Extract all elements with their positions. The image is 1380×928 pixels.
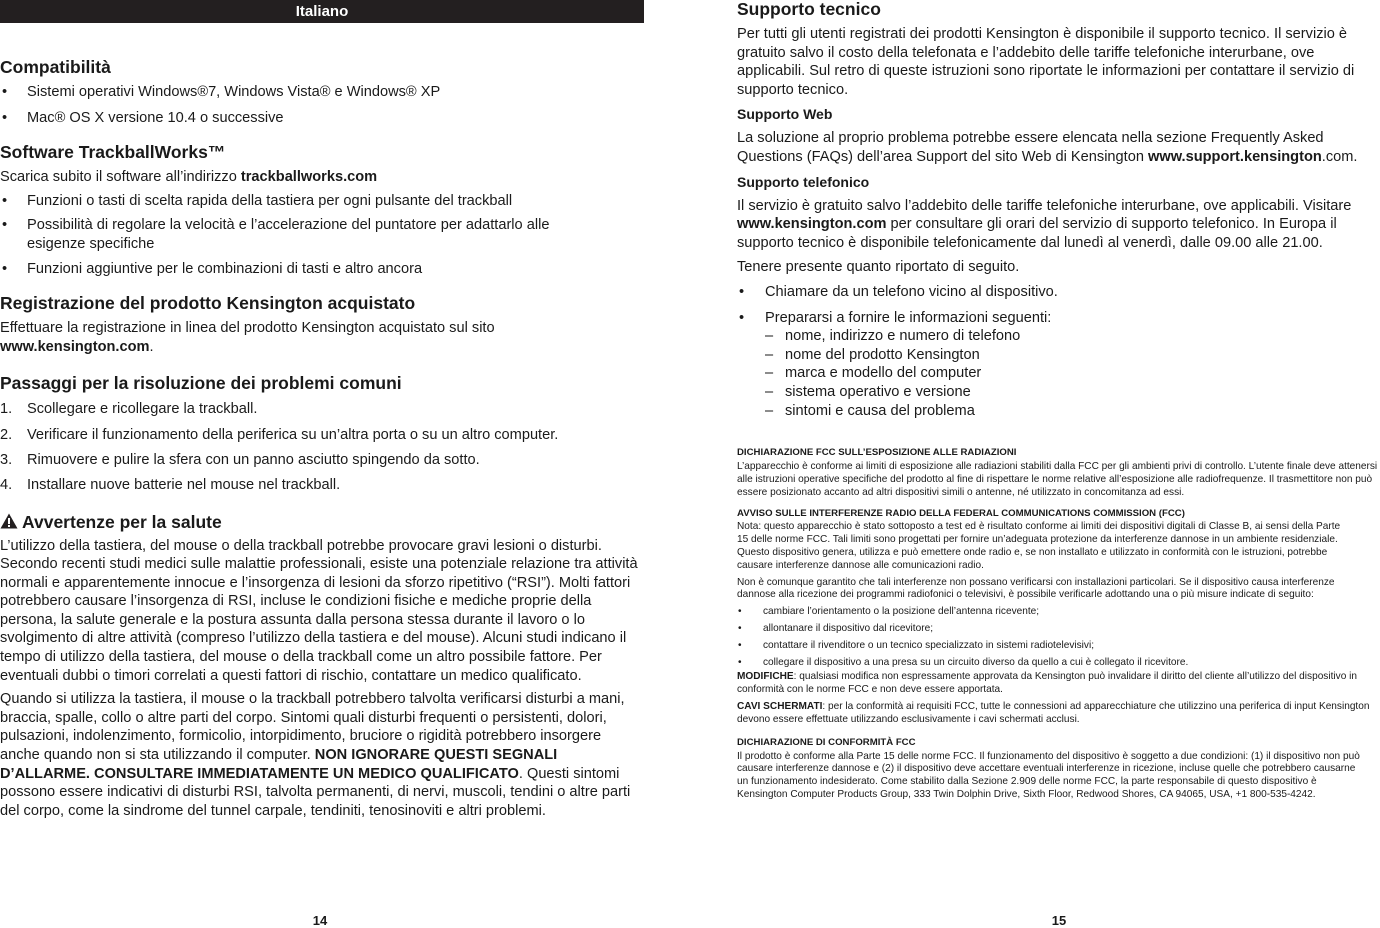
web-support-text xyxy=(737,129,1380,166)
step-number: 4. xyxy=(0,476,13,493)
list-item: • Mac® OS X versione 10.4 o successive xyxy=(0,109,644,128)
health-title: Avvertenze per la salute xyxy=(22,511,222,532)
step-item xyxy=(0,451,644,470)
fcc-conformity-title: DICHIARAZIONE DI CONFORMITÀ FCC xyxy=(737,736,916,748)
support-title: Supporto tecnico xyxy=(737,0,881,19)
web-support-title: Supporto Web xyxy=(737,106,833,123)
troubleshooting-steps xyxy=(0,400,644,494)
list-item: • Sistemi operativi Windows®7, Windows Vista® e Windows® XP xyxy=(0,83,644,102)
list-item: • cambiare l’orientamento o la posizione dell’antenna ricevente; xyxy=(737,606,1380,619)
software-section xyxy=(0,141,644,278)
health-p2-end: . Questi sintomi possono essere indicativi di disturbi RSI, talvolta permanenti, di nervi, muscoli, tendini o altre parti del corpo, come la sindrome del tunnel carpale, tendiniti, tenosinoviti e altri problemi. xyxy=(0,765,631,819)
modifications-text: : qualsiasi modifica non espressamente approvata da Kensington può invalidare il diritto del cliente all’utilizzo del dispositivo in conformità con le norme FCC e non deve essere apportata. xyxy=(737,671,1357,696)
step-item xyxy=(0,400,644,419)
software-intro xyxy=(0,168,644,187)
health-warning-bold: NON IGNORARE QUESTI SEGNALI D’ALLARME. CONSULTARE IMMEDIATAMENTE UN MEDICO QUALIFICATO xyxy=(0,747,558,782)
info-list xyxy=(765,327,1380,420)
step-text: Installare nuove batterie nel mouse nel trackball. xyxy=(27,476,341,493)
phone-support-text xyxy=(737,197,1362,253)
support-text: Per tutti gli utenti registrati dei prodotti Kensington è disponibile il supporto tecnico. Il servizio è gratuito salvo il costo della telefonata e l’addebito delle tariffe telefoniche interurbane, ove applicabili. Sul retro di queste istruzioni sono riportate le informazioni per contattare il servizio di supporto tecnico. xyxy=(737,26,1355,98)
phone-support-title: Supporto telefonico xyxy=(737,173,870,190)
software-features xyxy=(0,192,580,278)
web-support-body: La soluzione al proprio problema potrebbe essere elencata nella sezione Frequently Asked Questions (FAQs) dell’area Support del sito Web di Kensington xyxy=(737,130,1324,165)
page-right xyxy=(737,0,1380,802)
registration-section xyxy=(0,292,644,356)
step-item xyxy=(0,426,644,445)
list-item: • Chiamare da un telefono vicino al dispositivo. xyxy=(737,283,1380,302)
step-item xyxy=(0,476,644,495)
compatibility-title: Compatibilità xyxy=(0,57,111,77)
health-section xyxy=(0,511,644,821)
fcc-conformity-text: Il prodotto è conforme alla Parte 15 delle norme FCC. Il funzionamento del dispositivo è soggetto a due condizioni: (1) il dispositivo non può causare interferenze dannose e (2) il dispositivo deve accettare eventuali interferenze in ricezione, incluse quelle che potrebbero causarne un funzionamento indesiderato. Come stabilito dalla Sezione 2.909 delle norme FCC, la parte responsabile di questo dispositivo è Kensington Computer Products Group, 333 Twin Dolphin Drive, Sixth Floor, Redwood Shores, CA 94065, USA, +1 800-535-4242. xyxy=(737,750,1360,801)
fcc-interference-title: AVVISO SULLE INTERFERENZE RADIO DELLA FEDERAL COMMUNICATIONS COMMISSION (FCC) xyxy=(737,508,1185,520)
compatibility-list xyxy=(0,83,644,127)
health-p2-text: Quando si utilizza la tastiera, il mouse o la trackball potrebbero talvolta verificarsi disturbi a mani, braccia, spalle, collo o altre parti del corpo. Sintomi quali disturbi frequenti o persistenti, dolori, pulsazioni, indolenzimento, formicolio, intorpidimento, bruciore o rigidità potrebbero insorgere anche quando non si sta utilizzando il computer. xyxy=(0,691,625,764)
troubleshooting-title: Passaggi per la risoluzione dei problemi comuni xyxy=(0,373,402,394)
list-item: • Possibilità di regolare la velocità e l’accelerazione del puntatore per adattarlo alle esigenze specifiche xyxy=(0,216,580,253)
health-title-row xyxy=(0,511,644,533)
fcc-modifications xyxy=(737,671,1380,697)
language-bar: Italiano xyxy=(0,0,644,23)
step-text: Rimuovere e pulire la sfera con un panno asciutto spingendo da sotto. xyxy=(27,451,480,468)
cables-label: CAVI SCHERMATI xyxy=(737,701,823,713)
list-item: – nome, indirizzo e numero di telefono xyxy=(765,327,1380,346)
kensington-link-phone[interactable]: www.kensington.com xyxy=(737,216,887,233)
list-item: – nome del prodotto Kensington xyxy=(765,346,1380,365)
software-title: Software TrackballWorks™ xyxy=(0,142,226,163)
support-link[interactable]: www.support.kensington xyxy=(1148,148,1322,165)
step-number: 2. xyxy=(0,426,13,443)
compatibility-section xyxy=(0,56,644,127)
list-item: • collegare il dispositivo a una presa su un circuito diverso da quello a cui è collegato il ricevitore. xyxy=(737,657,1380,670)
page-number-right: 15 xyxy=(1051,913,1067,928)
fcc-interference-p2: Non è comunque garantito che tali interferenze non possano verificarsi con installazioni particolari. Se il dispositivo causa interferenze dannose alla ricezione dei programmi radiofonici o televisivi, è possibile verificarle adottando una o più misure indicate di seguito: xyxy=(737,576,1335,601)
troubleshooting-section xyxy=(0,372,644,494)
step-text: Scollegare e ricollegare la trackball. xyxy=(27,401,258,418)
step-text: Verificare il funzionamento della periferica su un’altra porta o su un altro computer. xyxy=(27,426,559,443)
kensington-link[interactable]: www.kensington.com xyxy=(0,338,150,355)
list-item: • Prepararsi a fornire le informazioni seguenti: xyxy=(737,309,1380,328)
registration-period: . xyxy=(149,338,154,355)
fcc-radiation-text: L’apparecchio è conforme ai limiti di esposizione alle radiazioni stabiliti dalla FCC per gli ambienti privi di controllo. L’utente finale deve attenersi alle istruzioni operative specifiche del prodotto al fine di rispettare le norme relative all’esposizione alle radiofrequenze. Il trasmettitore non può essere posizionato accanto ad altri dispositivi simili o antenne, né utilizzato in concomitanza ad essi. xyxy=(737,461,1378,498)
page-left xyxy=(0,0,644,820)
phone-text-2: per consultare gli orari del servizio di supporto telefonico. In Europa il supporto tecnico è disponibile telefonicamente dal lunedì al venerdì, dalle 09.00 alle 21.00. xyxy=(737,216,1337,251)
software-intro-text: Scarica subito il software all’indirizzo xyxy=(0,169,241,186)
fcc-radiation-title: DICHIARAZIONE FCC SULL’ESPOSIZIONE ALLE RADIAZIONI xyxy=(737,447,1017,459)
trackballworks-link[interactable]: trackballworks.com xyxy=(240,169,378,186)
phone-note: Tenere presente quanto riportato di seguito. xyxy=(737,259,1020,276)
phone-text-1: Il servizio è gratuito salvo l’addebito delle tariffe telefoniche interurbane, ove applicabili. Visitare xyxy=(737,197,1352,214)
list-item: • contattare il rivenditore o un tecnico specializzato in sistemi radiotelevisivi; xyxy=(737,640,1380,653)
health-paragraph-1: L’utilizzo della tastiera, del mouse o della trackball potrebbe provocare gravi lesioni o disturbi. Secondo recenti studi medici sulle malattie professionali, esiste una potenziale relazione tra attività normali e apparentemente innocue e l’insorgenza di lesioni da sforzo ripetitivo (“RSI”). Molti fattori potrebbero causare l’insorgenza di RSI, incluse le condizioni fisiche e mediche proprie della persona, la salute generale e la postura assunta dalla persona stessa durante il lavoro o lo svolgimento di altre attività (compreso l’utilizzo della tastiera e del mouse). Alcuni studi indicano il tempo di utilizzo della tastiera, del mouse o della trackball come un altro possibile fattore. Per eventuali dubbi o timori correlati a questi fattori di rischio, contattare un medico qualificato. xyxy=(0,537,638,684)
page-number-left: 14 xyxy=(312,913,328,928)
registration-body: Effettuare la registrazione in linea del prodotto Kensington acquistato sul sito xyxy=(0,320,495,337)
list-item: • allontanare il dispositivo dal ricevitore; xyxy=(737,623,1380,636)
warning-icon xyxy=(0,513,18,529)
phone-points xyxy=(737,283,1380,327)
modifications-label: MODIFICHE xyxy=(737,671,794,683)
web-support-suffix: .com. xyxy=(1321,148,1358,165)
fcc-cables xyxy=(737,701,1380,727)
registration-text xyxy=(0,319,580,356)
fcc-measures-list xyxy=(737,606,1380,669)
list-item: – sistema operativo e versione xyxy=(765,383,1380,402)
fcc-section xyxy=(737,446,1380,802)
list-item: • Funzioni o tasti di scelta rapida della tastiera per ogni pulsante del trackball xyxy=(0,192,580,211)
step-number: 1. xyxy=(0,401,13,418)
step-number: 3. xyxy=(0,451,13,468)
health-paragraph-2 xyxy=(0,690,644,820)
list-item: – marca e modello del computer xyxy=(765,364,1380,383)
registration-title: Registrazione del prodotto Kensington acquistato xyxy=(0,293,416,314)
list-item: – sintomi e causa del problema xyxy=(765,402,1380,421)
list-item: • Funzioni aggiuntive per le combinazioni di tasti e altro ancora xyxy=(0,260,580,279)
cables-text: : per la conformità ai requisiti FCC, tutte le connessioni ad apparecchiature che utilizzino una periferica di input Kensington devono essere effettuate utilizzando esclusivamente i cavi schermati acclusi. xyxy=(737,701,1370,725)
fcc-interference-p1: Nota: questo apparecchio è stato sottoposto a test ed è risultato conforme ai limiti dei dispositivi digitali di Classe B, ai sensi della Parte 15 delle norme FCC. Tali limiti sono progettati per fornire un’adeguata protezione da interferenze dannose in un ambiente residenziale. Questo dispositivo genera, utilizza e può emettere onde radio e, se non installato e utilizzato in conformità con le istruzioni, potrebbe causare interferenze dannose alle comunicazioni radio. xyxy=(737,521,1341,571)
